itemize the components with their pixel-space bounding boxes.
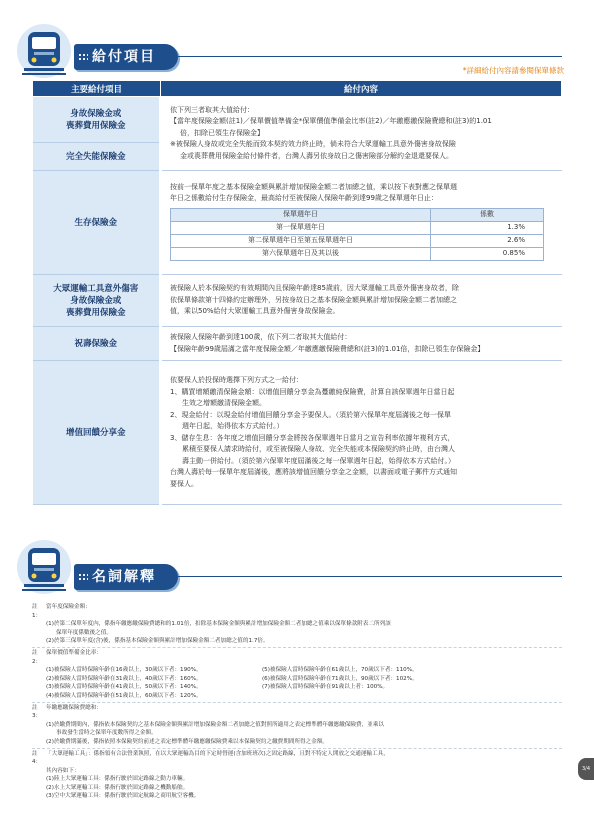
benefit-name: 身故保險金或 喪葬費用保險金	[33, 97, 161, 143]
benefit-name: 增值回饋分享金	[33, 361, 161, 505]
note-row: (2)被保險人當時保險年齡在31歲以上，40歲以下者：160%。 (6)被保險人當時保險年齡在71歲以上，90歲以下者：102%。	[46, 675, 418, 682]
table-row	[33, 275, 562, 327]
note-row: (3)被保險人當時保險年齡在41歲以上，50歲以下者：140%。 (7)被保險人當時保險年齡在91歲以上者：100%。	[46, 684, 389, 691]
divider	[178, 56, 562, 57]
benefit-name: 大眾運輸工具意外傷害 身故保險金或 喪葬費用保險金	[33, 275, 161, 327]
note-text: (2)水上大眾運輸工具：係指行駛於固定路線之機動船舶。	[46, 784, 189, 791]
note-4: 註4： 「大眾運輸工具」：係指領有合法營業執照，在以大眾運輸為目的下定時營運(含加班班次)之固定路線，且對不特定人開放之交通運輸工具，	[32, 750, 389, 766]
note-3: 註3： 年繳應繳保險費總和：	[32, 704, 102, 720]
table-row	[171, 234, 544, 247]
glossary	[32, 603, 562, 801]
section-title: 給付項目	[74, 44, 178, 70]
train-icon	[14, 538, 76, 596]
benefit-content: 被保險人於本保險契約有效期間內且保險年齡達85歲前，因大眾運輸工具意外傷害身故者，除 依保單條款第十四條約定辦理外，另按身故日之基本保險金額與累計增加保險金額二者加總之 值，乘以50%給付大眾運輸工具意外傷害身故保險金。	[161, 275, 562, 327]
note-1: 註1： 當年度保險金額：	[32, 604, 91, 619]
rate-cell: 1.3%	[431, 221, 544, 234]
period-cell: 第二保單週年日至第五保單週年日	[171, 234, 431, 247]
note-text: (1)於第二保單年度內，係指年繳應繳保險費總和的1.01倍，扣除基本保險金額與累計增加保險金額二者加總之值乘以保單條款附表二所列該	[46, 621, 391, 628]
note-text: (3)空中大眾運輸工具：係指行駛於固定航線之商用航空客機。	[46, 793, 200, 800]
section-title: 名詞解釋	[74, 564, 178, 590]
note-text: (1)陸上大眾運輸工具：係指行駛於固定路線之動力車輛。	[46, 776, 189, 783]
inner-header-rate: 係數	[431, 208, 544, 221]
table-row	[33, 97, 562, 143]
note-row: (1)被保險人當時保險年齡在16歲以上，30歲以下者：190%。 (5)被保險人當時保險年齡在61歲以上，70歲以下者：110%。	[46, 667, 418, 674]
coefficient-table	[170, 208, 544, 261]
benefit-content: 依下列三者取其大值給付： 【當年度保險金額(註1)／保單價值準備金*保單價值準備金比率(註2)／年繳應繳保險費總和(註3)的1.01 倍，扣除已領生存保險金】 ※被保險人身故或完全失能而致本契約效力終止時，倘未符合大眾運輸工具意外傷害身故保險 金或喪葬費用保險金給付條件者，台灣人壽另依身故日之傷害險部分解約金退還要保人。	[161, 97, 562, 171]
benefit-name: 生存保險金	[33, 171, 161, 275]
benefit-content: 被保險人保險年齡到達100歲，依下列二者取其大值給付： 【保險年齡99歲屆滿之當年度保險金額／年繳應繳保險費總和(註3)的1.01倍，扣除已領生存保險金】	[161, 327, 562, 361]
rate-cell: 0.85%	[431, 247, 544, 260]
table-header-row	[33, 81, 562, 97]
note-text: (2)於第三保單年度(含)後，係指基本保險金額與累計增加保險金額二者加總之值的1.7倍。	[46, 638, 269, 645]
train-icon	[14, 22, 76, 80]
benefits-table	[32, 80, 562, 505]
period-cell: 第六保單週年日及其以後	[171, 247, 431, 260]
column-header-content: 給付內容	[161, 81, 562, 97]
note-row: (4)被保險人當時保險年齡在51歲以上，60歲以下者：120%。	[46, 692, 202, 699]
note-text: (1)於繳費期間內，係指依本保險契約之基本保險金額與累計增加保險金額二者加總之值對照所適用之表定標準體年繳應繳保險費，並乘以	[46, 721, 384, 728]
rate-cell: 2.6%	[431, 234, 544, 247]
benefit-name: 祝壽保險金	[33, 327, 161, 361]
period-cell: 第一保單週年日	[171, 221, 431, 234]
benefit-content: 依要保人於投保時選擇下列方式之一給付： 1、購買增額繳清保險金額：以增值回饋分享金為躉繳純保險費，計算自該保單週年日當日起 生效之增額繳清保險金額。 2、現金給付：以現金給付增值回饋分享金予要保人。（須於第六保單年度屆滿後之每一保單 週年日起，始得依本方式給付。） 3、儲存生息：各年度之增值回饋分享金將按各保單週年日當月之宣告利率依據年複利方式， 累積至要保人請求時給付，或至被保險人身故、完全失能或本保險契約終止時，由台灣人 壽主動一併給付。（須於第六保單年度屆滿後之每一保單週年日起，始得依本方式給付。） 台灣人壽於每一保單年度屆滿後，應將該增值回饋分享金之金額，以書面或電子郵件方式通知 要保人。	[161, 361, 562, 505]
table-row	[171, 221, 544, 234]
table-row	[33, 327, 562, 361]
benefit-content: 按前一保單年度之基本保險金額與累計增加保險金額二者加總之值，乘以按下表對應之保單週 年日之係數給付生存保險金，最高給付至被保險人保險年齡到達99歲之保單週年日止： 保單週年日 係數 第一保單週年日 1.3% 第二保單週年日至第五保單週年日 2.6% 第六保單週年日及其以後 0.85%	[161, 171, 562, 275]
note-text: (2)於繳費期滿後，係指依照本保險契約前述之表定標準體年繳應繳保險費乘以本保險契約之繳費期間所得之金額。	[46, 738, 329, 745]
table-row	[33, 171, 562, 275]
divider	[178, 576, 562, 577]
benefit-name: 完全失能保險金	[33, 143, 161, 171]
note-text: 保單年度係數後之值。	[56, 629, 112, 636]
note-text: 事故發生當時之保單年度數所得之金額。	[56, 730, 157, 737]
terms-note: *詳細給付內容請參閱保單條款	[462, 66, 564, 75]
inner-header-period: 保單週年日	[171, 208, 431, 221]
note-2: 註2： 保單價值準備金比率：	[32, 649, 102, 665]
page-number: 3/4	[578, 758, 594, 780]
note-text: 其內容如下：	[46, 767, 80, 774]
table-row	[171, 247, 544, 260]
column-header-item: 主要給付項目	[33, 81, 161, 97]
table-row	[33, 361, 562, 505]
